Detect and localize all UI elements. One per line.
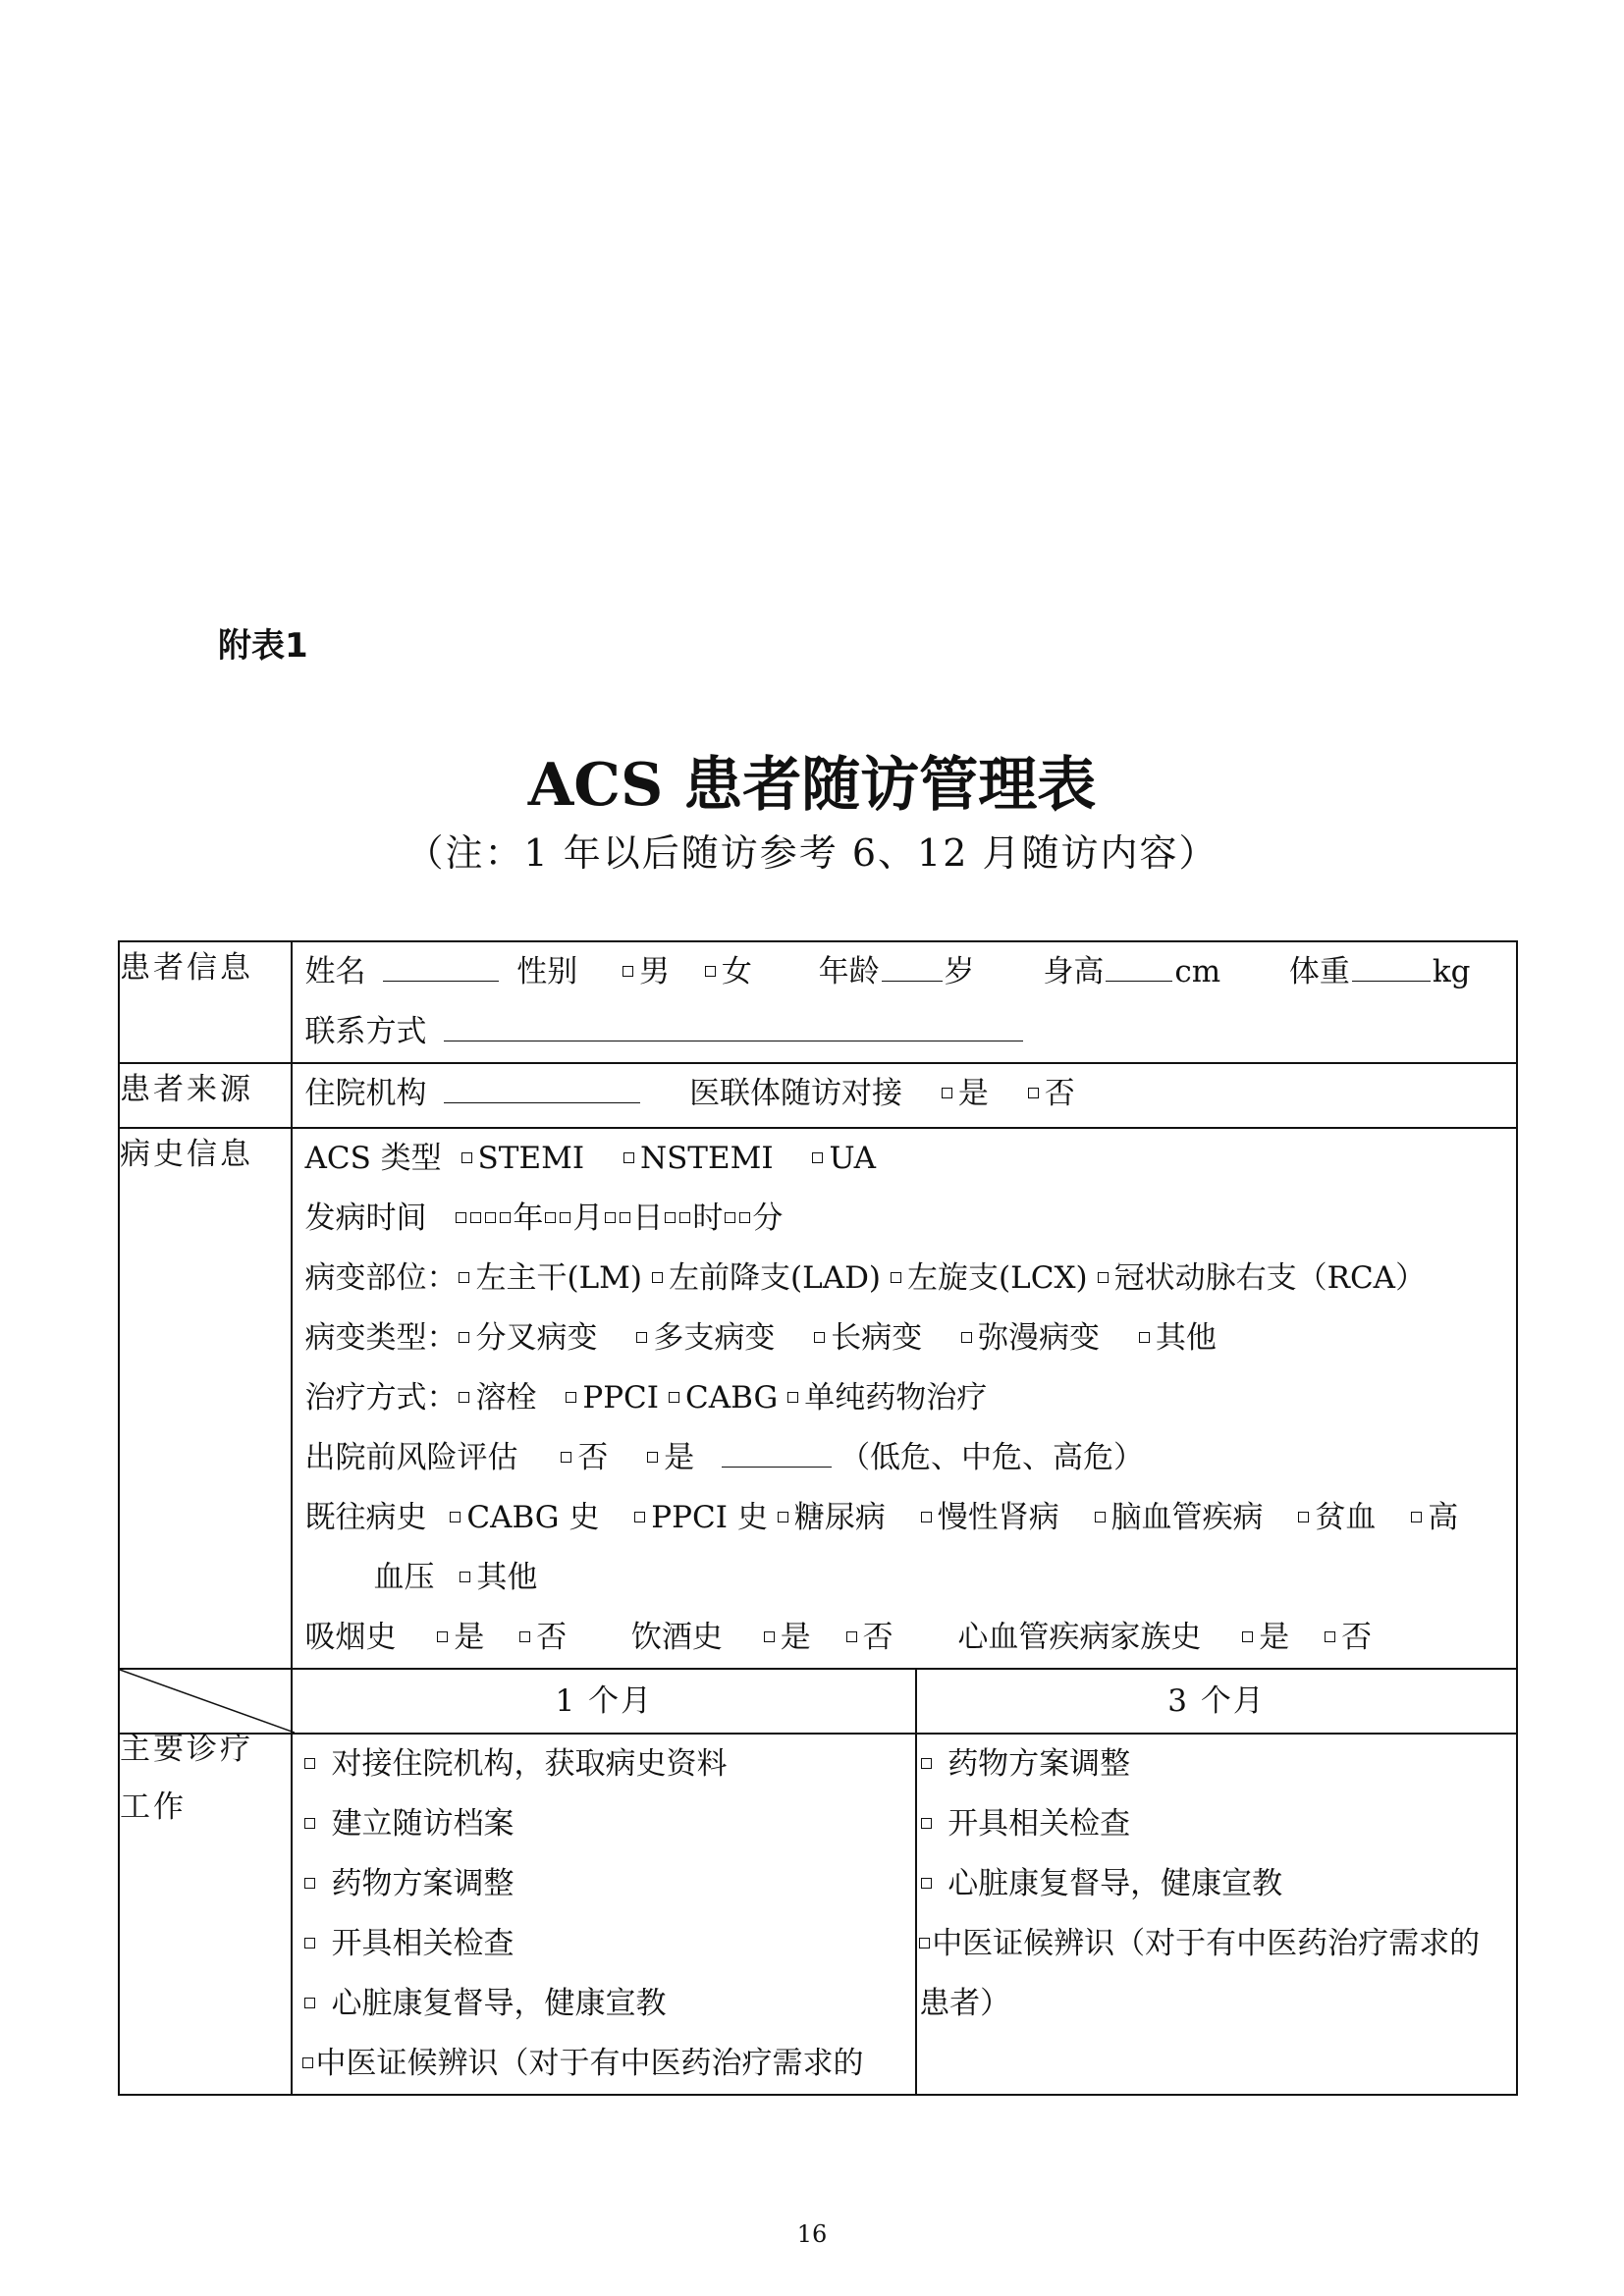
risk-yes-label: 是 [664, 1440, 695, 1475]
lad-label: 左前降支(LAD) [669, 1260, 882, 1296]
ckd-label: 慢性肾病 [937, 1500, 1059, 1535]
month-box-1[interactable] [545, 1212, 556, 1223]
m3-item-checkbox[interactable] [919, 1938, 930, 1949]
lesion-other-label: 其他 [1155, 1320, 1217, 1356]
m3-item-checkbox[interactable] [921, 1878, 932, 1889]
alliance-no-checkbox[interactable] [1028, 1088, 1039, 1098]
row-followup-header [119, 1669, 1517, 1734]
label-history: 病史信息 [119, 1128, 292, 1669]
label-main-work-b: 工作 [120, 1789, 187, 1825]
risk-yes-checkbox[interactable] [647, 1452, 658, 1463]
m1-item-checkbox[interactable] [302, 2057, 313, 2068]
cerebro-checkbox[interactable] [1095, 1512, 1106, 1522]
minute-box-2[interactable] [739, 1212, 750, 1223]
drug-only-label: 单纯药物治疗 [804, 1380, 988, 1415]
year-box-1[interactable] [456, 1212, 466, 1223]
ua-checkbox[interactable] [812, 1152, 823, 1163]
long-lesion-label: 长病变 [831, 1320, 923, 1356]
drinking-label: 饮酒史 [630, 1620, 723, 1655]
m3-item: 药物方案调整 [947, 1746, 1131, 1782]
day-box-2[interactable] [620, 1212, 630, 1223]
cabg-history-label: CABG 史 [466, 1500, 600, 1535]
stemi-label: STEMI [477, 1141, 585, 1176]
lad-checkbox[interactable] [652, 1272, 663, 1283]
lesion-other-checkbox[interactable] [1139, 1332, 1150, 1343]
hour-label: 时 [692, 1201, 724, 1236]
anemia-label: 贫血 [1315, 1500, 1377, 1535]
patient-source-cell [292, 1063, 1517, 1128]
cerebro-label: 脑血管疾病 [1110, 1500, 1264, 1535]
age-field[interactable] [882, 951, 943, 982]
family-yes-checkbox[interactable] [1242, 1631, 1253, 1642]
family-history-label: 心血管疾病家族史 [957, 1620, 1202, 1655]
month-label: 月 [572, 1201, 604, 1236]
m3-item-checkbox[interactable] [921, 1818, 932, 1829]
family-no-checkbox[interactable] [1325, 1631, 1335, 1642]
alliance-yes-label: 是 [957, 1076, 989, 1111]
ppci-label: PPCI [582, 1380, 660, 1415]
contact-field[interactable] [444, 1011, 1023, 1041]
hypertension-label-a: 高 [1428, 1500, 1459, 1535]
lesion-site-label: 病变部位： [304, 1260, 458, 1296]
long-lesion-checkbox[interactable] [814, 1332, 825, 1343]
m3-item-checkbox[interactable] [921, 1758, 932, 1769]
height-label: 身高 [1043, 954, 1105, 989]
lcx-label: 左旋支(LCX) [907, 1260, 1088, 1296]
m1-item-checkbox[interactable] [304, 1878, 315, 1889]
form-title: ACS 患者随访管理表 [527, 751, 1097, 820]
label-patient-info: 患者信息 [119, 941, 292, 1063]
past-other-checkbox[interactable] [460, 1572, 470, 1582]
weight-unit: kg [1432, 954, 1471, 989]
anemia-checkbox[interactable] [1298, 1512, 1309, 1522]
male-label: 男 [639, 954, 671, 989]
diabetes-checkbox[interactable] [778, 1512, 788, 1522]
smoking-no-checkbox[interactable] [519, 1631, 530, 1642]
age-unit: 岁 [944, 954, 975, 989]
m3-item: 心脏康复督导，健康宣教 [947, 1866, 1283, 1901]
age-label: 年龄 [818, 954, 880, 989]
weight-label: 体重 [1288, 954, 1350, 989]
m3-item: 开具相关检查 [947, 1806, 1131, 1842]
lm-label: 左主干(LM) [475, 1260, 643, 1296]
smoking-label: 吸烟史 [304, 1620, 397, 1655]
label-patient-source: 患者来源 [119, 1063, 292, 1128]
diffuse-checkbox[interactable] [961, 1332, 972, 1343]
m1-item-checkbox[interactable] [304, 1758, 315, 1769]
diffuse-label: 弥漫病变 [978, 1320, 1101, 1356]
year-label: 年 [513, 1201, 544, 1236]
bifurcation-label: 分叉病变 [475, 1320, 598, 1356]
year-box-2[interactable] [470, 1212, 481, 1223]
ckd-checkbox[interactable] [921, 1512, 932, 1522]
alliance-yes-checkbox[interactable] [942, 1088, 952, 1098]
hypertension-label-b: 血压 [373, 1560, 435, 1595]
m1-item: 心脏康复督导，健康宣教 [331, 1986, 667, 2021]
m3-item: 中医证候辨识（对于有中医药治疗需求的 [932, 1926, 1481, 1961]
past-history-label: 既往病史 [304, 1500, 427, 1535]
multivessel-checkbox[interactable] [636, 1332, 647, 1343]
bifurcation-checkbox[interactable] [459, 1332, 469, 1343]
alliance-no-label: 否 [1044, 1076, 1075, 1111]
m1-item: 开具相关检查 [331, 1926, 514, 1961]
male-checkbox[interactable] [623, 966, 633, 977]
drinking-no-checkbox[interactable] [846, 1631, 857, 1642]
page-number: 16 [796, 2220, 828, 2248]
family-no-label: 否 [1341, 1620, 1373, 1655]
lcx-checkbox[interactable] [891, 1272, 901, 1283]
lm-checkbox[interactable] [459, 1272, 469, 1283]
rca-checkbox[interactable] [1098, 1272, 1109, 1283]
year-box-3[interactable] [485, 1212, 496, 1223]
lesion-type-label: 病变类型： [304, 1320, 458, 1356]
minute-box-1[interactable] [725, 1212, 735, 1223]
diagonal-header-cell [119, 1669, 292, 1734]
smoking-yes-checkbox[interactable] [437, 1631, 448, 1642]
smoking-no-label: 否 [536, 1620, 568, 1655]
row-patient-source [119, 1063, 1517, 1128]
drinking-yes-label: 是 [780, 1620, 811, 1655]
m1-item: 中医证候辨识（对于有中医药治疗需求的 [315, 2046, 864, 2081]
smoking-yes-label: 是 [454, 1620, 485, 1655]
header-month-3: 3 个月 [916, 1669, 1517, 1734]
gender-label: 性别 [516, 954, 578, 989]
ppci-history-checkbox[interactable] [634, 1512, 645, 1522]
drinking-no-label: 否 [862, 1620, 893, 1655]
hypertension-checkbox[interactable] [1411, 1512, 1422, 1522]
cabg-checkbox[interactable] [669, 1392, 679, 1403]
m1-item-checkbox[interactable] [304, 1818, 315, 1829]
month1-work-cell [292, 1734, 916, 2095]
ua-label: UA [829, 1141, 877, 1176]
ppci-history-label: PPCI 史 [651, 1500, 768, 1535]
drinking-yes-checkbox[interactable] [764, 1631, 775, 1642]
alliance-label: 医联体随访对接 [689, 1076, 903, 1111]
ppci-checkbox[interactable] [566, 1392, 576, 1403]
cabg-history-checkbox[interactable] [450, 1512, 460, 1522]
m1-item: 对接住院机构，获取病史资料 [331, 1746, 728, 1782]
acs-type-label: ACS 类型 [304, 1141, 442, 1176]
nstemi-checkbox[interactable] [623, 1152, 634, 1163]
risk-no-label: 否 [577, 1440, 609, 1475]
row-history [119, 1128, 1517, 1669]
row-main-work [119, 1734, 1517, 2095]
risk-no-checkbox[interactable] [561, 1452, 571, 1463]
female-checkbox[interactable] [705, 966, 716, 977]
onset-time-label: 发病时间 [304, 1201, 427, 1236]
name-label: 姓名 [304, 954, 366, 989]
hospital-field[interactable] [444, 1073, 640, 1103]
treatment-label: 治疗方式： [304, 1380, 458, 1415]
label-main-work-a: 主要诊疗 [120, 1732, 253, 1767]
minute-label: 分 [752, 1201, 784, 1236]
thrombolysis-checkbox[interactable] [459, 1392, 469, 1403]
nstemi-label: NSTEMI [639, 1141, 774, 1176]
month-box-2[interactable] [560, 1212, 570, 1223]
weight-field[interactable] [1352, 951, 1431, 982]
risk-eval-label: 出院前风险评估 [304, 1440, 518, 1475]
female-label: 女 [721, 954, 752, 989]
drug-only-checkbox[interactable] [787, 1392, 798, 1403]
history-cell [292, 1128, 1517, 1669]
day-label: 日 [632, 1201, 664, 1236]
day-box-1[interactable] [605, 1212, 616, 1223]
hour-box-1[interactable] [665, 1212, 676, 1223]
name-field[interactable] [383, 951, 499, 982]
m1-item: 药物方案调整 [331, 1866, 514, 1901]
header-month-1: 1 个月 [292, 1669, 916, 1734]
family-yes-label: 是 [1259, 1620, 1290, 1655]
hour-box-2[interactable] [679, 1212, 690, 1223]
height-field[interactable] [1106, 951, 1172, 982]
past-other-label: 其他 [476, 1560, 538, 1595]
m1-item: 建立随访档案 [331, 1806, 514, 1842]
month3-work-cell [916, 1734, 1517, 2095]
patient-info-cell [292, 941, 1517, 1063]
followup-form-table [118, 940, 1518, 2096]
label-main-work [119, 1734, 292, 2095]
hospital-label: 住院机构 [304, 1076, 427, 1111]
thrombolysis-label: 溶栓 [475, 1380, 537, 1415]
diabetes-label: 糖尿病 [793, 1500, 886, 1535]
multivessel-label: 多支病变 [653, 1320, 776, 1356]
form-subtitle: （注：1 年以后随访参考 6、12 月随访内容） [406, 831, 1218, 875]
risk-levels-label: （低危、中危、高危） [839, 1440, 1145, 1475]
m1-item-checkbox[interactable] [304, 1938, 315, 1949]
diagonal-line [120, 1670, 295, 1733]
m1-item-checkbox[interactable] [304, 1998, 315, 2008]
cabg-label: CABG [685, 1380, 779, 1415]
height-unit: cm [1174, 954, 1221, 989]
rca-label: 冠状动脉右支（RCA） [1113, 1260, 1427, 1296]
row-patient-info [119, 941, 1517, 1063]
appendix-label: 附表1 [218, 626, 308, 666]
risk-level-field[interactable] [722, 1437, 832, 1468]
stemi-checkbox[interactable] [461, 1152, 472, 1163]
m3-item-continued: 患者） [919, 1986, 1011, 2021]
contact-label: 联系方式 [304, 1014, 427, 1049]
year-box-4[interactable] [500, 1212, 511, 1223]
